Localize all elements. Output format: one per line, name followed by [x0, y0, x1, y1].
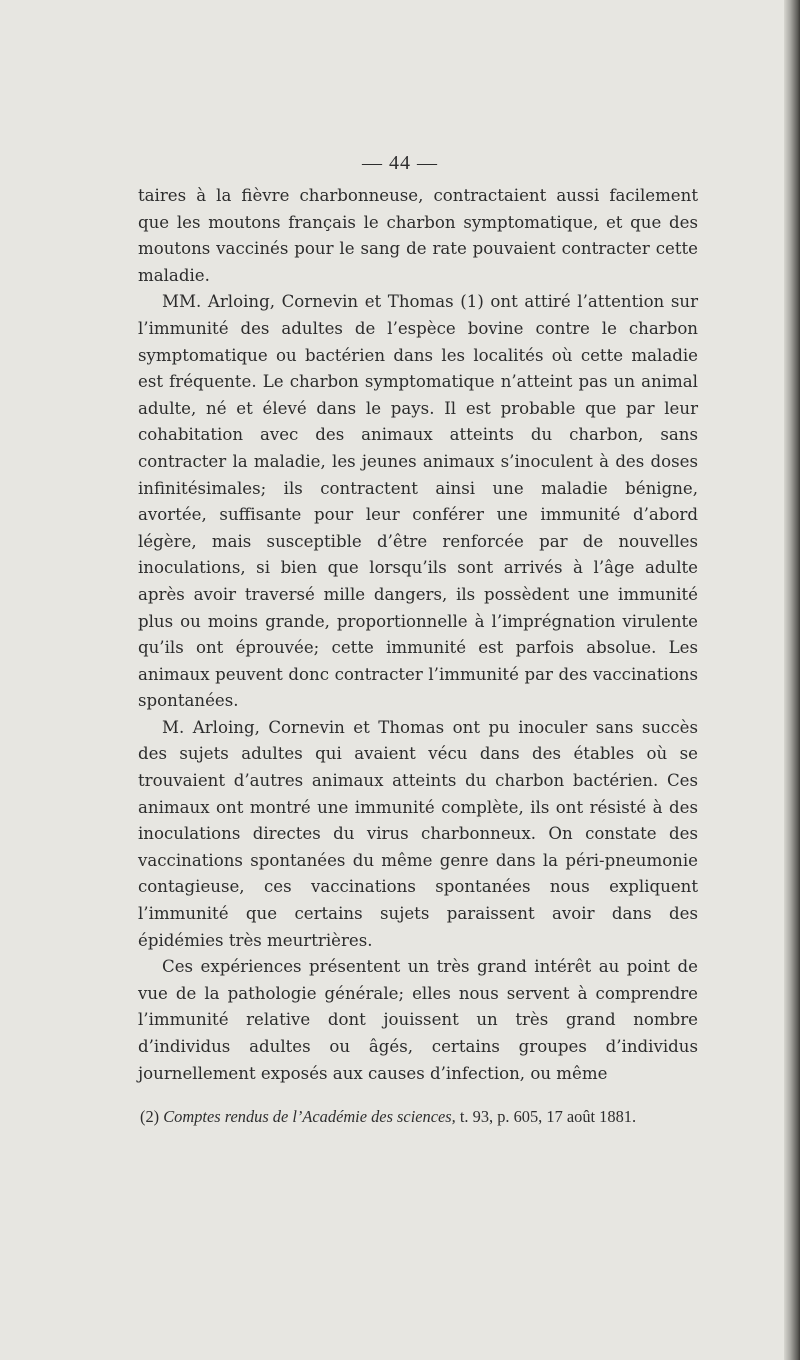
- paragraph-4: Ces expériences présentent un très grand intérêt au point de vue de la pathologie générale; elles nous servent à comprendre l’immunité relative dont jouissent un très grand nombre d’individus adultes ou âgés, certains groupes d’individus journellement exposés aux causes d’infection, ou même: [138, 957, 698, 1083]
- page-number: — 44 —: [362, 152, 438, 174]
- footnote-title: Comptes rendus de l’Académie des sciences,: [163, 1107, 456, 1126]
- footnote-marker: (2): [140, 1107, 160, 1126]
- footnote-details: t. 93, p. 605, 17 août 1881.: [459, 1107, 637, 1126]
- paragraph-2: MM. Arloing, Cornevin et Thomas (1) ont attiré l’attention sur l’immunité des adultes de l’espèce bovine contre le charbon symptomatique ou bactérien dans les localités où cette maladie est fréquente. Le charbon symptomatique n’atteint pas un animal adulte, né et élevé dans le pays. Il est probable que par leur cohabitation avec des animaux atteints du charbon, sans contracter la maladie, les jeunes animaux s’inoculent à des doses infinitésimales; ils contractent ainsi une maladie bénigne, avortée, suffisante pour leur conférer une immunité d’abord légère, mais susceptible d’être renforcée par de nouvelles inoculations, si bien que lorsqu’ils sont arrivés à l’âge adulte après avoir traversé mille dangers, ils possèdent une immunité plus ou moins grande, proportionnelle à l’imprégnation virulente qu’ils ont éprouvée; cette immunité est parfois absolue. Les animaux peuvent donc contracter l’immunité par des vaccinations spontanées.: [138, 292, 698, 711]
- footnote: [140, 1108, 700, 1125]
- paragraph-3: M. Arloing, Cornevin et Thomas ont pu inoculer sans succès des sujets adultes qui avaient vécu dans des étables où se trouvaient d’autres animaux atteints du charbon bactérien. Ces animaux ont montré une immunité complète, ils ont résisté à des inoculations directes du virus charbonneux. On constate des vaccinations spontanées du même genre dans la péri-pneumonie contagieuse, ces vaccinations spontanées nous expliquent l’immunité que certains sujets paraissent avoir dans des épidémies très meurtrières.: [138, 717, 698, 950]
- paragraph-1: taires à la fièvre charbonneuse, contractaient aussi facilement que les moutons français le charbon symptomatique, et que des moutons vaccinés pour le sang de rate pouvaient contracter cette maladie.: [138, 186, 698, 285]
- page-edge-shadow: [784, 0, 800, 1360]
- body-text: [138, 150, 698, 1087]
